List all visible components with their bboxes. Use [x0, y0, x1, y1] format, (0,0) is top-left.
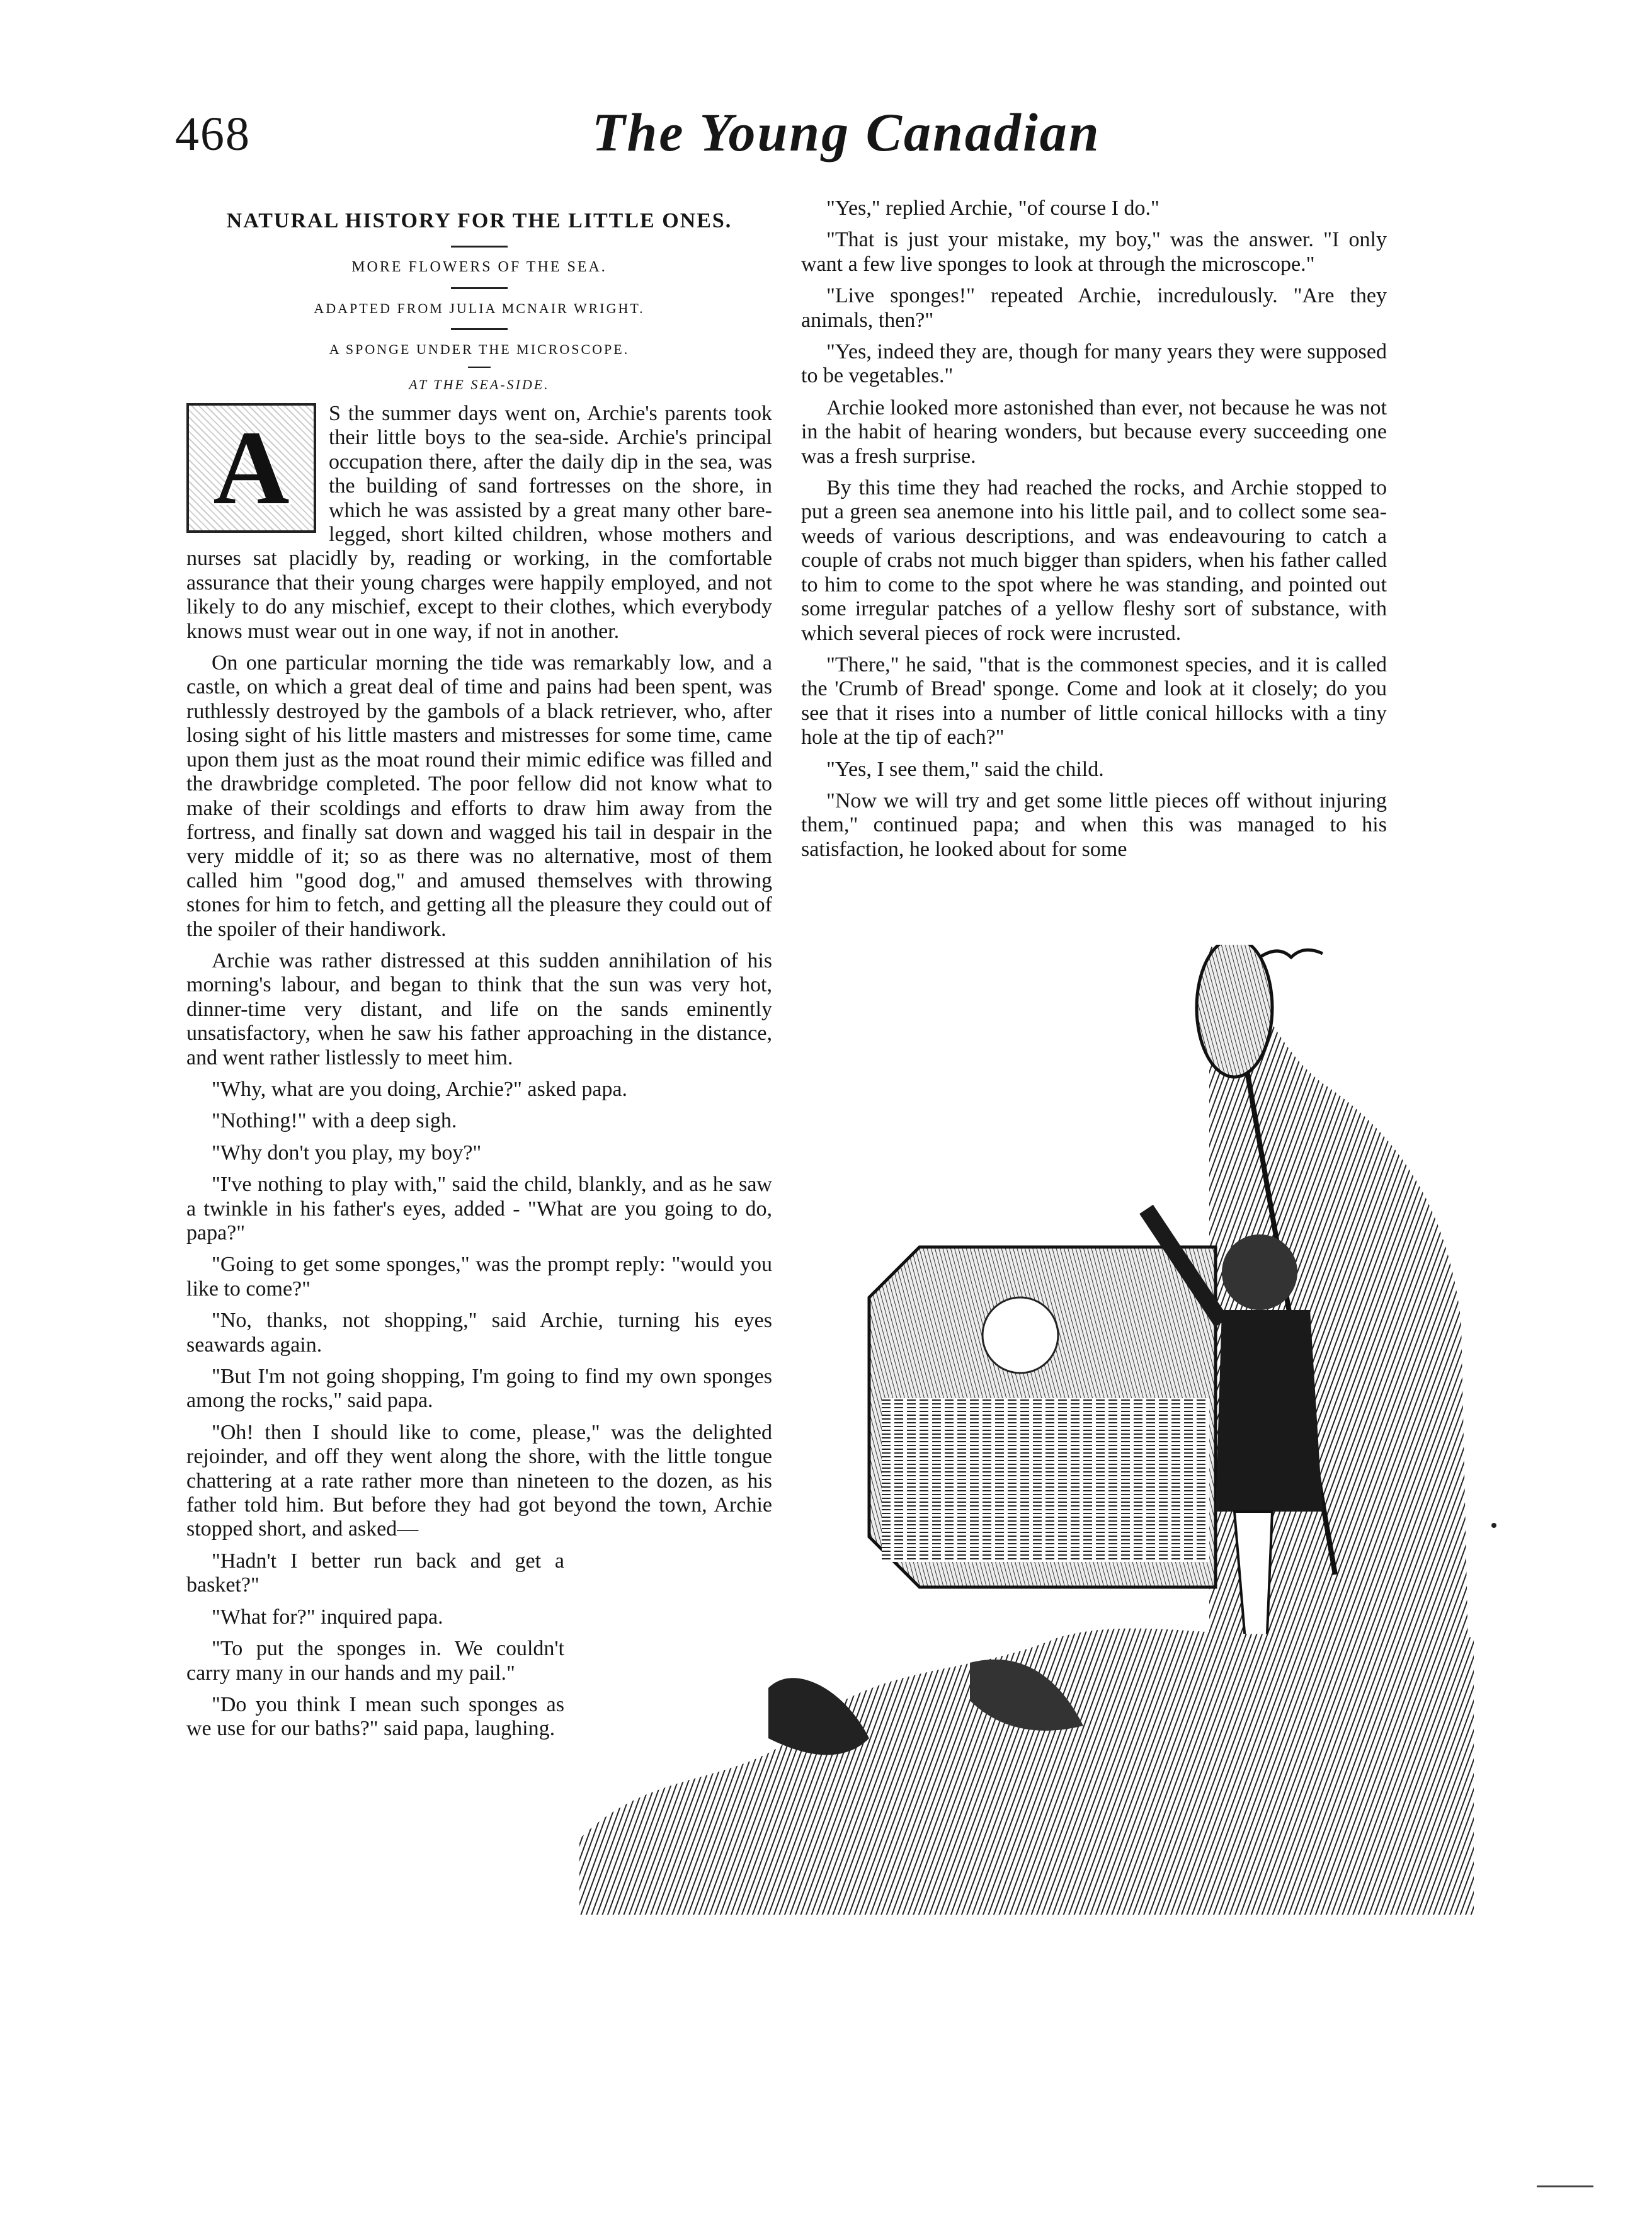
masthead-title: The Young Canadian — [592, 102, 1101, 162]
paragraph: "No, thanks, not shopping," said Archie, turning his eyes seawards again. — [186, 1309, 772, 1357]
article-title: NATURAL HISTORY FOR THE LITTLE ONES. — [226, 209, 732, 232]
paragraph: "There," he said, "that is the commonest species, and it is called the 'Crumb of Bread' sponge. Come and look at it closely; do you see that it rises into a number of little conical hillocks with a tiny hole at the tip of each?" — [801, 652, 1387, 749]
page-number: 468 — [175, 108, 251, 161]
paragraph: "Why don't you play, my boy?" — [212, 1141, 482, 1165]
engraving-illustration — [579, 945, 1474, 1915]
paragraph: "Live sponges!" repeated Archie, incredulously. "Are they animals, then?" — [801, 284, 1387, 332]
paragraph: "To put the sponges in. We couldn't carry many in our hands and my pail." — [186, 1637, 564, 1685]
paragraph: S the summer days went on, Archie's parents took their little boys to the sea-side. Archie's principal occupation there, after the daily dip in the sea, was the building of sand fortresses on the shore, in which he was assisted by a great many other bare-legged, short kilted children, whose mothers and nurses sat placidly by, reading or working, in the comfortable assurance that their young charges were happily employed, and not likely to do any mischief, except to their clothes, which everybody knows must wear out in one way, if not in another. — [186, 402, 772, 643]
paragraph: "I've nothing to play with," said the child, blankly, and as he saw a twinkle in his father's eyes, added - "What are you going to do, papa?" — [186, 1173, 772, 1245]
foreground-rocks-and-weeds — [579, 1625, 1474, 1915]
paragraph: "Do you think I mean such sponges as we use for our baths?" said papa, laughing. — [186, 1692, 564, 1741]
divider-rule — [468, 367, 491, 368]
paragraph: "Going to get some sponges," was the prompt reply: "would you like to come?" — [186, 1253, 772, 1301]
paragraph: "Hadn't I better run back and get a basket?" — [186, 1549, 564, 1597]
paragraph: Archie looked more astonished than ever, not because he was not in the habit of hearing wonders, but because every succeeding one was a fresh surprise. — [801, 396, 1387, 468]
gull-bird — [1260, 950, 1323, 957]
paragraph: By this time they had reached the rocks, and Archie stopped to put a green sea anemone into his little pail, and to collect some sea-weeds of various descriptions, and was endeavouring to catch a couple of crabs not much bigger than spiders, when his father called to him to come to the spot where he was standing, and pointed out some irregular patches of a yellow fleshy sort of substance, with which several pieces of rock were incrusted. — [801, 476, 1387, 645]
section-heading: A SPONGE UNDER THE MICROSCOPE. — [329, 341, 630, 357]
sea-water — [882, 1398, 1209, 1562]
paragraph: "Nothing!" with a deep sigh. — [212, 1109, 457, 1133]
paragraph: "Oh! then I should like to come, please," was the delighted rejoinder, and off they went along the shore, with the little tongue chattering at a rate rather more than nineteen to the dozen, as his father told him. But before they had got beyond the town, Archie stopped short, and asked— — [186, 1420, 772, 1541]
adapted-credit: ADAPTED FROM JULIA MCNAIR WRIGHT. — [314, 300, 645, 316]
paragraph: Archie was rather distressed at this sudden annihilation of his morning's labour, and began to think that the sun was very hot, dinner-time very distant, and life on the sands eminently unsatisfactory, when he saw his father approaching in the distance, and went rather listlessly to meet him. — [186, 949, 772, 1069]
footer-mark — [1537, 2185, 1593, 2187]
divider-rule — [451, 246, 508, 248]
divider-rule — [451, 287, 508, 289]
sun-burst — [983, 1297, 1058, 1373]
paragraph: "Now we will try and get some little pieces off without injuring them," continued papa; and when this was managed to his satisfaction, he looked about for some — [801, 789, 1387, 861]
paragraph: "But I'm not going shopping, I'm going to find my own sponges among the rocks," said papa. — [186, 1365, 772, 1413]
location-heading: AT THE SEA-SIDE. — [409, 377, 550, 392]
stray-mark — [1491, 1523, 1496, 1528]
article-subtitle: MORE FLOWERS OF THE SEA. — [351, 259, 607, 275]
paragraph: "Why, what are you doing, Archie?" asked papa. — [212, 1077, 627, 1101]
paragraph: "Yes, indeed they are, though for many years they were supposed to be vegetables." — [801, 340, 1387, 388]
paragraph: On one particular morning the tide was remarkably low, and a castle, on which a great deal of time and pains had been spent, was ruthlessly destroyed by the gambols of a black retriever, who, after losing sight of his little masters and mistresses for some time, came upon them just as the moat round their mimic edifice was filled and the drawbridge completed. The poor fellow did not know what to make of their scoldings and efforts to draw him away from the fortress, and finally sat down and wagged his tail in despair in the very middle of it; so as there was no alternative, most of them called him "good dog," and amused themselves with throwing stones for him to fetch, and getting all the pleasure they could out of the spoiler of their handiwork. — [186, 651, 772, 941]
drop-cap-initial: A — [186, 403, 316, 533]
paragraph: "That is just your mistake, my boy," was the answer. "I only want a few live sponges to look at through the microscope." — [801, 228, 1387, 276]
right-column — [801, 197, 1387, 869]
paragraph: "What for?" inquired papa. — [212, 1605, 443, 1629]
divider-rule — [451, 328, 508, 330]
paragraph: "Yes," replied Archie, "of course I do." — [826, 197, 1159, 220]
paragraph: "Yes, I see them," said the child. — [826, 757, 1104, 781]
